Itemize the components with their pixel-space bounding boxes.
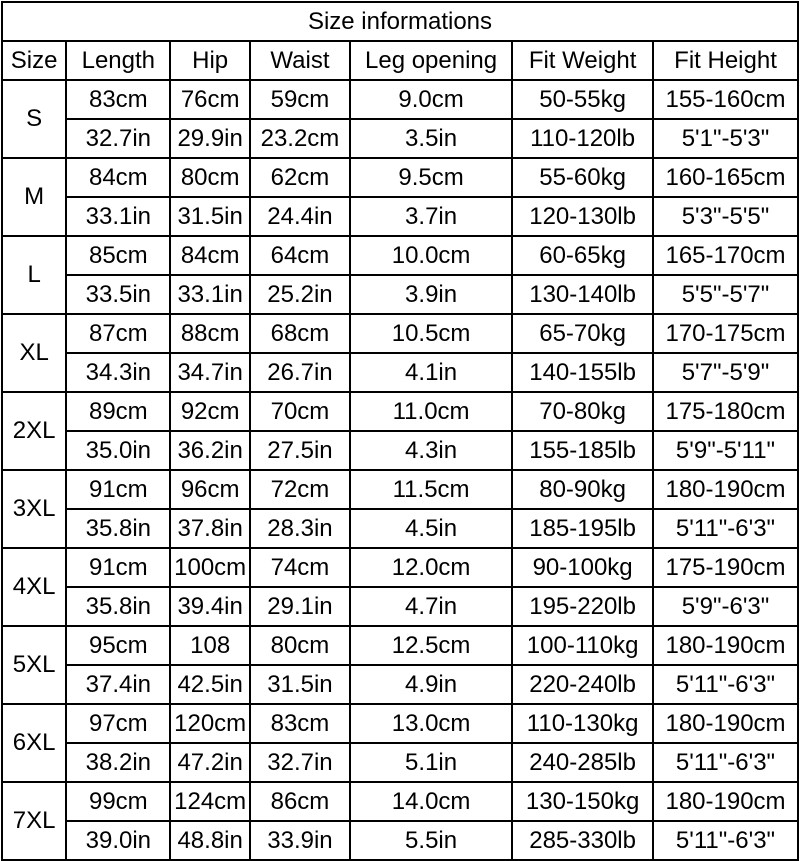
length-cm-cell: 91cm [66, 470, 170, 509]
length-in-cell: 39.0in [66, 821, 170, 860]
table-body [2, 80, 798, 860]
length-in-cell: 32.7in [66, 119, 170, 158]
table-row [2, 80, 798, 119]
fit-weight-cm-cell: 130-150kg [512, 782, 653, 821]
fit-height-cm-cell: 180-190cm [653, 626, 798, 665]
length-cm-cell: 95cm [66, 626, 170, 665]
hip-cm-cell: 88cm [170, 314, 250, 353]
hip-cm-cell: 108 [170, 626, 250, 665]
fit-weight-in-cell: 285-330lb [512, 821, 653, 860]
waist-cm-cell: 62cm [250, 158, 350, 197]
leg-opening-cm-cell: 11.5cm [350, 470, 512, 509]
leg-opening-in-cell: 5.1in [350, 743, 512, 782]
length-in-cell: 37.4in [66, 665, 170, 704]
length-in-cell: 33.1in [66, 197, 170, 236]
fit-height-in-cell: 5'1"-5'3" [653, 119, 798, 158]
waist-in-cell: 27.5in [250, 431, 350, 470]
length-in-cell: 34.3in [66, 353, 170, 392]
header-row [2, 41, 798, 80]
fit-height-in-cell: 5'9"-5'11" [653, 431, 798, 470]
table-row [2, 236, 798, 275]
waist-cm-cell: 86cm [250, 782, 350, 821]
table-row [2, 392, 798, 431]
fit-height-in-cell: 5'11"-6'3" [653, 821, 798, 860]
header-leg-opening: Leg opening [350, 41, 512, 80]
fit-weight-in-cell: 155-185lb [512, 431, 653, 470]
hip-cm-cell: 84cm [170, 236, 250, 275]
fit-height-cm-cell: 175-180cm [653, 392, 798, 431]
length-in-cell: 38.2in [66, 743, 170, 782]
fit-weight-cm-cell: 90-100kg [512, 548, 653, 587]
size-label: 6XL [2, 704, 66, 782]
header-fit-weight: Fit Weight [512, 41, 653, 80]
hip-in-cell: 37.8in [170, 509, 250, 548]
hip-in-cell: 39.4in [170, 587, 250, 626]
size-chart-table [1, 1, 799, 861]
table-row [2, 275, 798, 314]
fit-weight-cm-cell: 50-55kg [512, 80, 653, 119]
waist-in-cell: 33.9in [250, 821, 350, 860]
hip-in-cell: 33.1in [170, 275, 250, 314]
table-row [2, 119, 798, 158]
fit-weight-in-cell: 185-195lb [512, 509, 653, 548]
fit-height-cm-cell: 180-190cm [653, 470, 798, 509]
leg-opening-cm-cell: 12.5cm [350, 626, 512, 665]
header-length: Length [66, 41, 170, 80]
table-row [2, 665, 798, 704]
leg-opening-in-cell: 4.7in [350, 587, 512, 626]
fit-weight-in-cell: 220-240lb [512, 665, 653, 704]
leg-opening-cm-cell: 9.5cm [350, 158, 512, 197]
table-row [2, 314, 798, 353]
fit-weight-in-cell: 195-220lb [512, 587, 653, 626]
fit-weight-in-cell: 140-155lb [512, 353, 653, 392]
table-row [2, 470, 798, 509]
hip-cm-cell: 120cm [170, 704, 250, 743]
waist-cm-cell: 74cm [250, 548, 350, 587]
fit-weight-cm-cell: 100-110kg [512, 626, 653, 665]
table-row [2, 587, 798, 626]
fit-weight-in-cell: 130-140lb [512, 275, 653, 314]
fit-weight-cm-cell: 70-80kg [512, 392, 653, 431]
header-hip: Hip [170, 41, 250, 80]
table-row [2, 353, 798, 392]
size-label: 7XL [2, 782, 66, 860]
fit-height-cm-cell: 170-175cm [653, 314, 798, 353]
length-cm-cell: 99cm [66, 782, 170, 821]
waist-in-cell: 29.1in [250, 587, 350, 626]
header-waist: Waist [250, 41, 350, 80]
size-label: L [2, 236, 66, 314]
fit-height-in-cell: 5'9"-6'3" [653, 587, 798, 626]
header-size: Size [2, 41, 66, 80]
length-cm-cell: 91cm [66, 548, 170, 587]
fit-weight-cm-cell: 55-60kg [512, 158, 653, 197]
table-row [2, 704, 798, 743]
waist-cm-cell: 64cm [250, 236, 350, 275]
size-label: M [2, 158, 66, 236]
fit-height-in-cell: 5'5"-5'7" [653, 275, 798, 314]
fit-weight-in-cell: 110-120lb [512, 119, 653, 158]
length-cm-cell: 83cm [66, 80, 170, 119]
hip-cm-cell: 76cm [170, 80, 250, 119]
leg-opening-in-cell: 4.3in [350, 431, 512, 470]
size-label: S [2, 80, 66, 158]
leg-opening-in-cell: 4.5in [350, 509, 512, 548]
length-in-cell: 35.8in [66, 509, 170, 548]
table-row [2, 821, 798, 860]
leg-opening-in-cell: 3.5in [350, 119, 512, 158]
leg-opening-cm-cell: 10.5cm [350, 314, 512, 353]
fit-height-cm-cell: 165-170cm [653, 236, 798, 275]
waist-in-cell: 31.5in [250, 665, 350, 704]
waist-cm-cell: 72cm [250, 470, 350, 509]
fit-weight-in-cell: 240-285lb [512, 743, 653, 782]
leg-opening-cm-cell: 11.0cm [350, 392, 512, 431]
waist-in-cell: 25.2in [250, 275, 350, 314]
table-row [2, 158, 798, 197]
leg-opening-cm-cell: 13.0cm [350, 704, 512, 743]
hip-cm-cell: 124cm [170, 782, 250, 821]
fit-height-in-cell: 5'11"-6'3" [653, 743, 798, 782]
table-row [2, 626, 798, 665]
hip-cm-cell: 80cm [170, 158, 250, 197]
leg-opening-cm-cell: 12.0cm [350, 548, 512, 587]
size-label: 5XL [2, 626, 66, 704]
fit-height-cm-cell: 155-160cm [653, 80, 798, 119]
leg-opening-in-cell: 3.9in [350, 275, 512, 314]
leg-opening-in-cell: 3.7in [350, 197, 512, 236]
waist-cm-cell: 68cm [250, 314, 350, 353]
length-cm-cell: 85cm [66, 236, 170, 275]
length-in-cell: 35.0in [66, 431, 170, 470]
fit-height-in-cell: 5'7"-5'9" [653, 353, 798, 392]
table-row [2, 197, 798, 236]
waist-cm-cell: 83cm [250, 704, 350, 743]
header-fit-height: Fit Height [653, 41, 798, 80]
table-row [2, 548, 798, 587]
table-row [2, 431, 798, 470]
fit-weight-in-cell: 120-130lb [512, 197, 653, 236]
hip-in-cell: 34.7in [170, 353, 250, 392]
leg-opening-in-cell: 4.1in [350, 353, 512, 392]
leg-opening-cm-cell: 14.0cm [350, 782, 512, 821]
fit-weight-cm-cell: 65-70kg [512, 314, 653, 353]
waist-in-cell: 28.3in [250, 509, 350, 548]
waist-cm-cell: 59cm [250, 80, 350, 119]
fit-weight-cm-cell: 60-65kg [512, 236, 653, 275]
waist-cm-cell: 80cm [250, 626, 350, 665]
leg-opening-cm-cell: 10.0cm [350, 236, 512, 275]
table-row [2, 509, 798, 548]
fit-height-in-cell: 5'11"-6'3" [653, 509, 798, 548]
fit-height-cm-cell: 175-190cm [653, 548, 798, 587]
hip-cm-cell: 96cm [170, 470, 250, 509]
fit-height-in-cell: 5'3"-5'5" [653, 197, 798, 236]
size-label: 4XL [2, 548, 66, 626]
table-row [2, 782, 798, 821]
hip-in-cell: 47.2in [170, 743, 250, 782]
waist-in-cell: 24.4in [250, 197, 350, 236]
length-in-cell: 35.8in [66, 587, 170, 626]
hip-in-cell: 48.8in [170, 821, 250, 860]
length-in-cell: 33.5in [66, 275, 170, 314]
fit-weight-cm-cell: 80-90kg [512, 470, 653, 509]
hip-cm-cell: 100cm [170, 548, 250, 587]
length-cm-cell: 97cm [66, 704, 170, 743]
hip-in-cell: 36.2in [170, 431, 250, 470]
hip-in-cell: 31.5in [170, 197, 250, 236]
leg-opening-cm-cell: 9.0cm [350, 80, 512, 119]
fit-weight-cm-cell: 110-130kg [512, 704, 653, 743]
length-cm-cell: 89cm [66, 392, 170, 431]
fit-height-in-cell: 5'11"-6'3" [653, 665, 798, 704]
waist-in-cell: 32.7in [250, 743, 350, 782]
table-title: Size informations [2, 2, 798, 41]
size-label: XL [2, 314, 66, 392]
hip-in-cell: 42.5in [170, 665, 250, 704]
hip-cm-cell: 92cm [170, 392, 250, 431]
waist-in-cell: 23.2cm [250, 119, 350, 158]
leg-opening-in-cell: 4.9in [350, 665, 512, 704]
size-label: 3XL [2, 470, 66, 548]
fit-height-cm-cell: 160-165cm [653, 158, 798, 197]
fit-height-cm-cell: 180-190cm [653, 782, 798, 821]
leg-opening-in-cell: 5.5in [350, 821, 512, 860]
waist-cm-cell: 70cm [250, 392, 350, 431]
waist-in-cell: 26.7in [250, 353, 350, 392]
size-label: 2XL [2, 392, 66, 470]
fit-height-cm-cell: 180-190cm [653, 704, 798, 743]
table-row [2, 743, 798, 782]
length-cm-cell: 87cm [66, 314, 170, 353]
hip-in-cell: 29.9in [170, 119, 250, 158]
length-cm-cell: 84cm [66, 158, 170, 197]
